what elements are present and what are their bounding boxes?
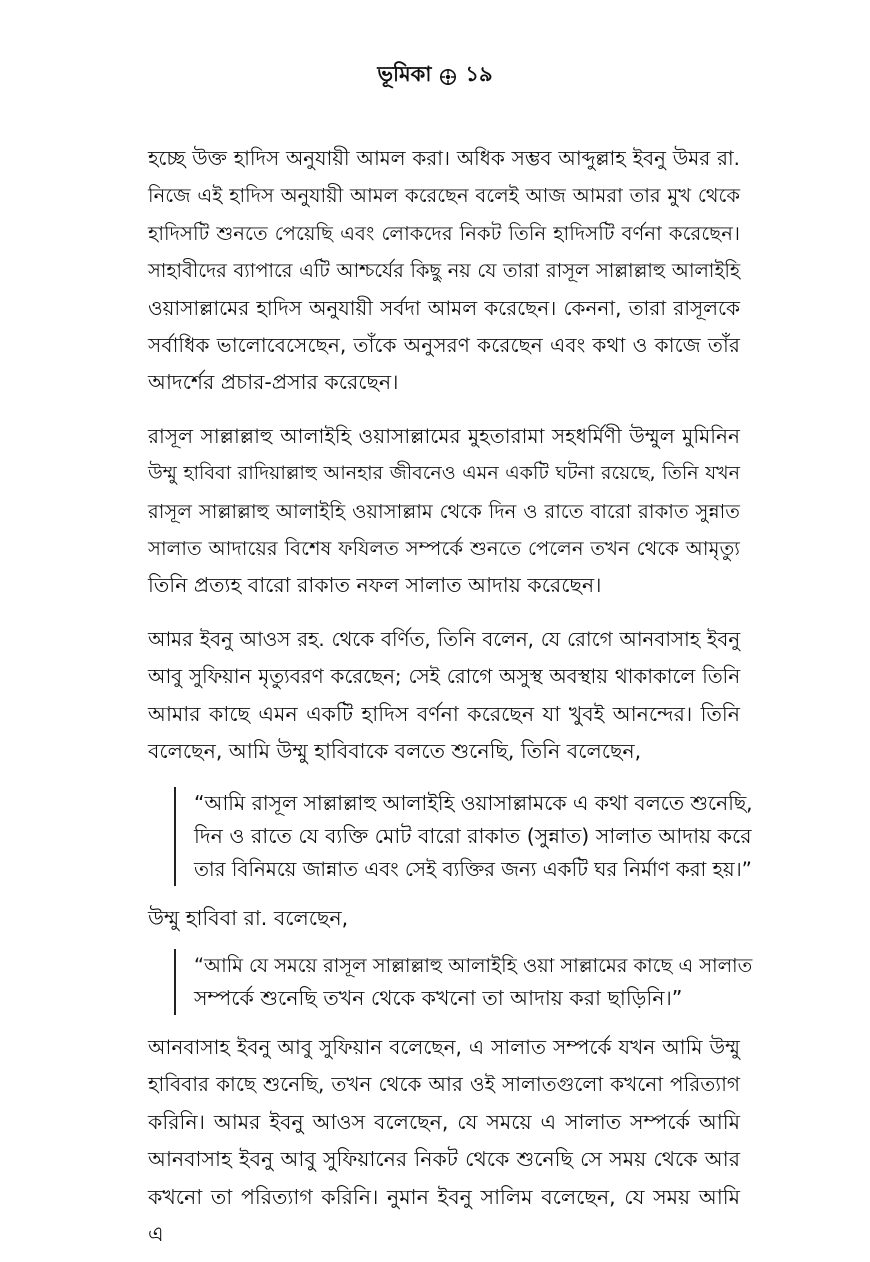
quote-line: সম্পর্কে শুনেছি তখন থেকে কখনো তা আদায় করা ছাড়িনি।” [194, 985, 683, 1010]
text-line: নিজে এই হাদিস অনুযায়ী আমল করেছেন বলেই আজ আমরা তার মুখ থেকে [148, 184, 740, 208]
text-line: সাহাবীদের ব্যাপারে এটি আশ্চর্যের কিছু নয় যে তারা রাসূল সাল্লাল্লাহু আলাইহি [148, 259, 740, 283]
flower-ornament-icon [439, 67, 457, 85]
text-line: ওয়াসাল্লামের হাদিস অনুযায়ী সর্বদা আমল করেছেন। কেননা, তারা রাসূলকে [148, 295, 740, 320]
body-text [148, 140, 753, 1253]
quote-line: “আমি যে সময়ে রাসূল সাল্লাল্লাহু আলাইহি ওয়া সাল্লামের কাছে এ সালাত [194, 953, 753, 977]
text-line: হচ্ছে উক্ত হাদিস অনুযায়ী আমল করা। অধিক সম্ভব আব্দুল্লাহ ইবনু উমর রা. [148, 147, 740, 170]
text-line: সালাত আদায়ের বিশেষ ফযিলত সম্পর্কে শুনতে পেলেন তখন থেকে আমৃত্যু [148, 537, 740, 561]
text-line: হাবিবার কাছে শুনেছি, তখন থেকে আর ওই সালাতগুলো কখনো পরিত্যাগ [148, 1072, 740, 1097]
text-line: সর্বাধিক ভালোবেসেছেন, তাঁকে অনুসরণ করেছেন এবং কথা ও কাজে তাঁর [148, 333, 740, 358]
paragraph-1 [148, 140, 740, 402]
text-line: রাসূল সাল্লাল্লাহু আলাইহি ওয়াসাল্লাম থেকে দিন ও রাতে বারো রাকাত সুন্নাত [148, 499, 740, 523]
text-line: আমর ইবনু আওস রহ. থেকে বর্ণিত, তিনি বলেন, যে রোগে আনবাসাহ ইবনু [148, 627, 740, 651]
text-line: উম্মু হাবিবা রা. বলেছেন, [148, 905, 349, 930]
text-line: আনবাসাহ ইবনু আবু সুফিয়ান বলেছেন, এ সালাত সম্পর্কে যখন আমি উম্মু [148, 1034, 740, 1059]
text-line: আমার কাছে এমন একটি হাদিস বর্ণনা করেছেন যা খুবই আনন্দের। তিনি [148, 701, 740, 726]
text-line: তিনি প্রত্যহ বারো রাকাত নফল সালাত আদায় করেছেন। [148, 573, 602, 598]
text-line: উম্মু হাবিবা রাদিয়াল্লাহু আনহার জীবনেও এমন একটি ঘটনা রয়েছে, তিনি যখন [148, 462, 740, 485]
hadith-quote-2 [174, 949, 753, 1015]
chapter-title: ভূমিকা [377, 62, 432, 86]
quote-line: দিন ও রাতে যে ব্যক্তি মোট বারো রাকাত (সুন্নাত) সালাত আদায় করে [194, 823, 752, 848]
page-number: ১৯ [465, 62, 493, 86]
text-line: কখনো তা পরিত্যাগ করিনি। নুমান ইবনু সালিম বলেছেন, যে সময় আমি এ [148, 1184, 740, 1246]
text-line: হাদিসটি শুনতে পেয়েছি এবং লোকদের নিকট তিনি হাদিসটি বর্ণনা করেছেন। [148, 221, 740, 245]
hadith-quote-1 [174, 787, 753, 886]
paragraph-3 [148, 621, 740, 771]
paragraph-2 [148, 418, 740, 605]
text-line: আদর্শের প্রচার-প্রসার করেছেন। [148, 370, 399, 395]
quote-line: “আমি রাসূল সাল্লাল্লাহু আলাইহি ওয়াসাল্লামকে এ কথা বলতে শুনেছি, [194, 790, 753, 815]
text-line: আনবাসাহ ইবনু আবু সুফিয়ানের নিকট থেকে শুনেছি সে সময় থেকে আর [148, 1147, 740, 1172]
text-line: বলেছেন, আমি উম্মু হাবিবাকে বলতে শুনেছি, তিনি বলেছেন, [148, 739, 642, 764]
text-line: রাসূল সাল্লাল্লাহু আলাইহি ওয়াসাল্লামের মুহতারামা সহধর্মিণী উম্মুল মুমিনিন [148, 423, 740, 448]
text-line: করিনি। আমর ইবনু আওস বলেছেন, যে সময়ে এ সালাত সম্পর্কে আমি [148, 1109, 740, 1134]
narrator-label [148, 900, 740, 937]
text-line: আবু সুফিয়ান মৃত্যুবরণ করেছেন; সেই রোগে অসুস্থ অবস্থায় থাকাকালে তিনি [148, 665, 740, 689]
paragraph-4 [148, 1029, 740, 1253]
page-header [0, 58, 870, 93]
quote-line: তার বিনিময়ে জান্নাত এবং সেই ব্যক্তির জন্য একটি ঘর নির্মাণ করা হয়।” [194, 857, 752, 881]
